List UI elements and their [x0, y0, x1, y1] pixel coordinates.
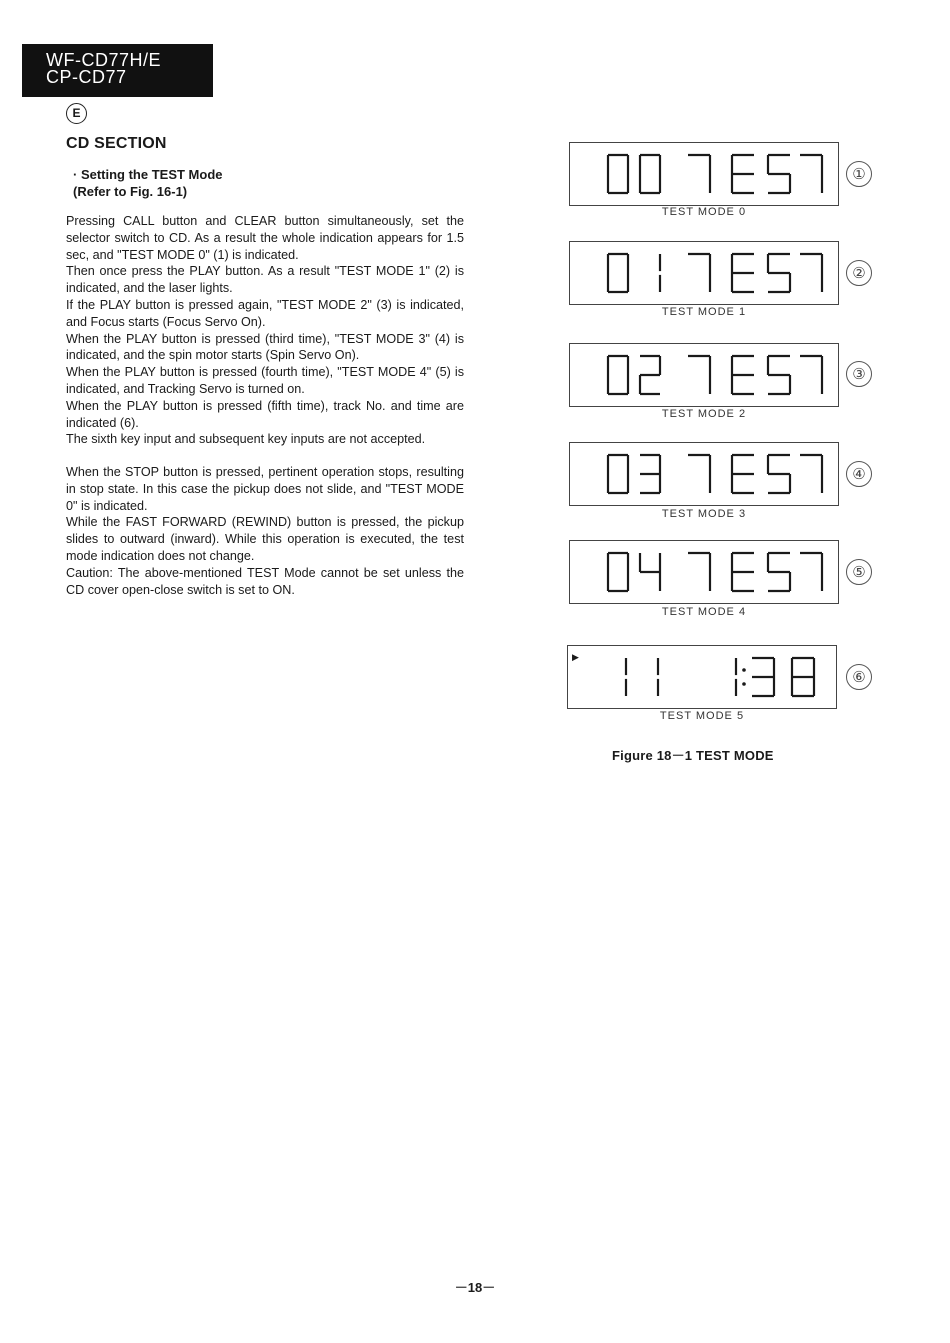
colon-dot — [742, 668, 746, 672]
display-panel-mode-3 — [569, 442, 839, 506]
display-panel-mode-4 — [569, 540, 839, 604]
paragraph-procedure — [66, 213, 464, 448]
figure-number-4: ④ — [846, 461, 872, 487]
language-mark: E — [66, 103, 87, 124]
play-indicator-icon: ▶ — [572, 653, 579, 663]
paragraph-line: When the PLAY button is pressed (third time), "TEST MODE 3" (4) is indicated, and the spin motor starts (Spin Servo On). — [66, 331, 464, 363]
subheading-line-2: (Refer to Fig. 16-1) — [73, 184, 188, 199]
seven-segment-display — [570, 541, 840, 605]
seven-segment-display — [570, 242, 840, 306]
figure-number-3: ③ — [846, 361, 872, 387]
seven-segment-display — [570, 344, 840, 408]
subheading-line-1: · Setting the TEST Mode — [73, 167, 223, 182]
paragraph-line: Caution: The above-mentioned TEST Mode cannot be set unless the CD cover open-close switch is set to ON. — [66, 565, 464, 597]
display-caption: TEST MODE 4 — [661, 606, 747, 618]
page-number: －18－ — [454, 1280, 496, 1295]
figure-number-2: ② — [846, 260, 872, 286]
display-panel-mode-1 — [569, 241, 839, 305]
model-line-1: WF-CD77H/E — [46, 50, 162, 70]
paragraph-line: If the PLAY button is pressed again, "TEST MODE 2" (3) is indicated, and Focus starts (Focus Servo On). — [66, 297, 464, 329]
paragraph-line: When the PLAY button is pressed (fifth time), track No. and time are indicated (6). — [66, 398, 464, 430]
subheading — [73, 166, 223, 200]
seven-segment-display — [568, 646, 838, 710]
display-caption: TEST MODE 5 — [659, 710, 745, 722]
paragraph-notes — [66, 464, 464, 598]
paragraph-line: Pressing CALL button and CLEAR button simultaneously, set the selector switch to CD. As a result the whole indication appears for 1.5 sec, and "TEST MODE 0" (1) is indicated. — [66, 214, 464, 262]
display-panel-mode-2 — [569, 343, 839, 407]
display-caption: TEST MODE 0 — [661, 206, 747, 218]
paragraph-line: While the FAST FORWARD (REWIND) button is pressed, the pickup slides to outward (inward). While this operation is executed, the test mode indication does not change. — [66, 515, 464, 563]
display-panel-mode-0 — [569, 142, 839, 206]
seven-segment-display — [570, 443, 840, 507]
figure-number-1: ① — [846, 161, 872, 187]
colon-dot — [742, 682, 746, 686]
display-caption: TEST MODE 3 — [661, 508, 747, 520]
paragraph-line: Then once press the PLAY button. As a result "TEST MODE 1" (2) is indicated, and the laser lights. — [66, 264, 464, 296]
paragraph-line: The sixth key input and subsequent key inputs are not accepted. — [66, 432, 426, 447]
paragraph-line: When the PLAY button is pressed (fourth time), "TEST MODE 4" (5) is indicated, and Tracking Servo is turned on. — [66, 365, 464, 396]
model-line-2: CP-CD77 — [46, 67, 127, 87]
figure-caption: Figure 18－1 TEST MODE — [612, 748, 774, 763]
paragraph-line: When the STOP button is pressed, pertinent operation stops, resulting in stop state. In this case the pickup does not slide, and "TEST MODE 0" is indicated. — [66, 465, 464, 513]
section-title: CD SECTION — [66, 135, 167, 152]
display-panel-mode-5 — [567, 645, 837, 709]
display-caption: TEST MODE 2 — [661, 408, 747, 420]
seven-segment-display — [570, 143, 840, 207]
model-label-box — [22, 44, 213, 97]
display-caption: TEST MODE 1 — [661, 306, 747, 318]
figure-number-6: ⑥ — [846, 664, 872, 690]
figure-number-5: ⑤ — [846, 559, 872, 585]
